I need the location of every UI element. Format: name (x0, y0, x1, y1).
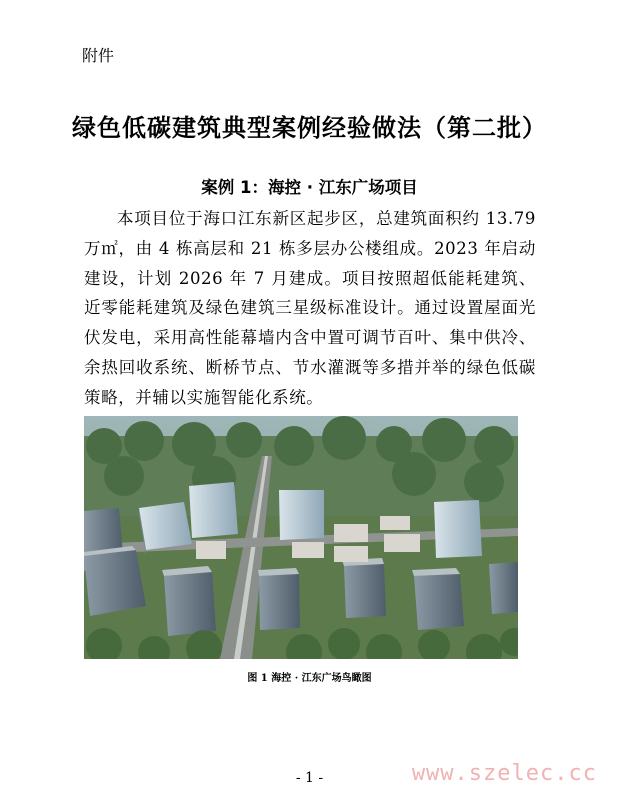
page-number: - 1 - (295, 770, 324, 786)
document-title: 绿色低碳建筑典型案例经验做法（第二批） (72, 114, 547, 142)
watermark: www.szelec.cc (411, 761, 597, 786)
aerial-view-image (84, 416, 518, 659)
body-paragraph: 本项目位于海口江东新区起步区，总建筑面积约 13.79 万㎡，由 4 栋高层和 21 栋多层办公楼组成。2023 年启动建设，计划 2026 年 7 月建成。项目按照超低能耗建筑、近零能耗建筑及绿色建筑三星级标准设计。通过设置屋面光伏发电，采用高性能幕墙内含中置可调节百叶、集中供冷、余热回收系统、断桥节点、节水灌溉等多措并举的绿色低碳策略，并辅以实施智能化系统。 (84, 209, 536, 407)
figure-caption: 图 1 海控 · 江东广场鸟瞰图 (247, 673, 372, 684)
attachment-label: 附件 (82, 46, 115, 65)
case-title: 案例 1：海控 · 江东广场项目 (201, 178, 418, 197)
